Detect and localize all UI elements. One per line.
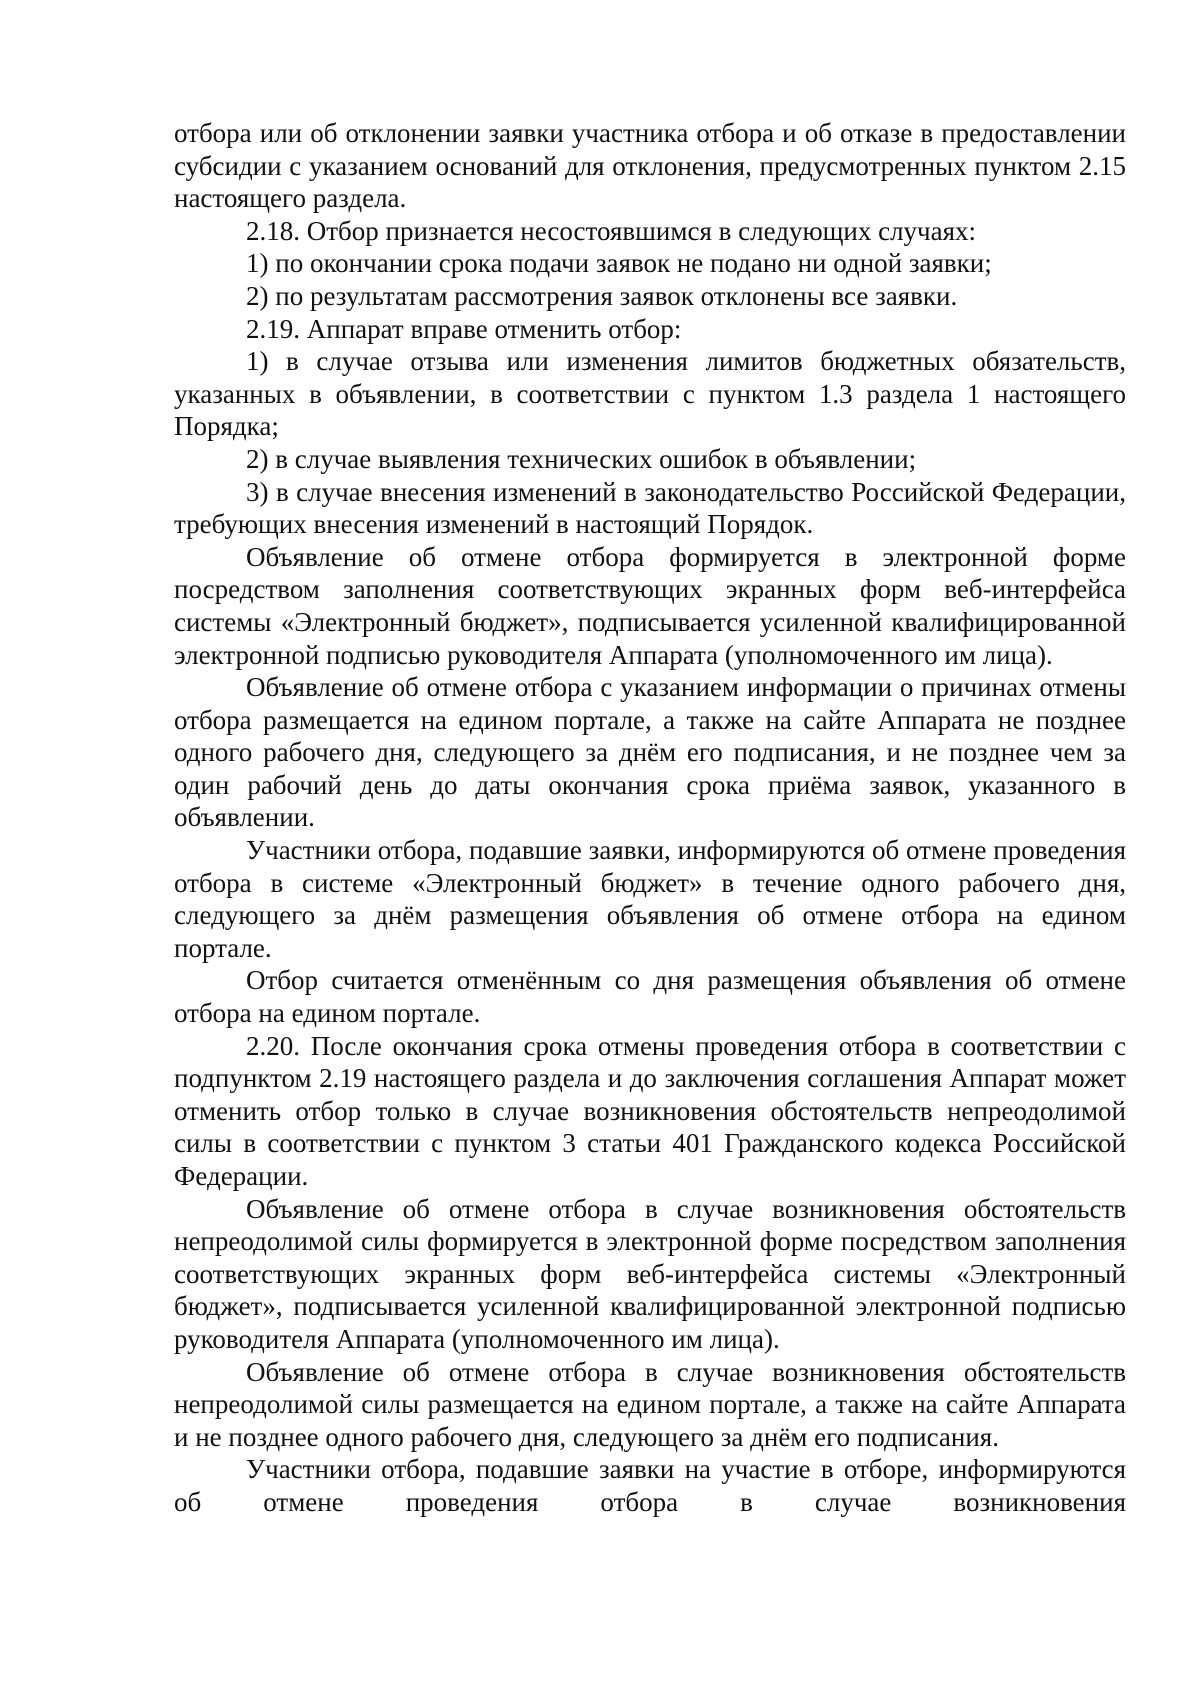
document-page — [174, 117, 1126, 1519]
paragraph-2-18: 2.18. Отбор признается несостоявшимся в следующих случаях: — [246, 215, 977, 246]
paragraph-rejection-continuation: отбора или об отклонении заявки участника отбора и об отказе в предоставлении субсидии с указанием оснований для отклонения, предусмотренных пунктом 2.15 настоящего раздела. — [174, 118, 1126, 214]
paragraph-2-19-item-2: 2) в случае выявления технических ошибок в объявлении; — [246, 443, 917, 474]
paragraph-2-19-item-3: 3) в случае внесения изменений в законодательство Российской Федерации, требующих внесения изменений в настоящий Порядок. — [174, 476, 1126, 540]
paragraph-2-18-item-2: 2) по результатам рассмотрения заявок отклонены все заявки. — [246, 280, 958, 311]
paragraph-force-majeure-publication: Объявление об отмене отбора в случае возникновения обстоятельств непреодолимой силы размещается на едином портале, а также на сайте Аппарата и не позднее одного рабочего дня, следующего за днём его подписания. — [174, 1356, 1126, 1452]
paragraph-2-19-item-1: 1) в случае отзыва или изменения лимитов бюджетных обязательств, указанных в объявлении, в соответствии с пунктом 1.3 раздела 1 настоящего Порядка; — [174, 346, 1126, 442]
paragraph-force-majeure-participants: Участники отбора, подавшие заявки на участие в отборе, информируются об отмене проведения отбора в случае возникновения — [174, 1454, 1126, 1517]
paragraph-2-19: 2.19. Аппарат вправе отменить отбор: — [246, 313, 682, 344]
paragraph-cancel-notice-form: Объявление об отмене отбора формируется в электронной форме посредством заполнения соответствующих экранных форм веб-интерфейса системы «Электронный бюджет», подписывается усиленной квалифицированной электронной подписью руководителя Аппарата (уполномоченного им лица). — [174, 541, 1126, 670]
paragraph-selection-cancelled: Отбор считается отменённым со дня размещения объявления об отмене отбора на едином портале. — [174, 965, 1126, 1029]
paragraph-force-majeure-form: Объявление об отмене отбора в случае возникновения обстоятельств непреодолимой силы формируется в электронной форме посредством заполнения соответствующих экранных форм веб-интерфейса системы «Электронный бюджет», подписывается усиленной квалифицированной электронной подписью руководителя Аппарата (уполномоченного им лица). — [174, 1193, 1126, 1354]
paragraph-participants-informed: Участники отбора, подавшие заявки, информируются об отмене проведения отбора в системе «Электронный бюджет» в течение одного рабочего дня, следующего за днём размещения объявления об отмене отбора на едином портале. — [174, 835, 1126, 963]
paragraph-2-20: 2.20. После окончания срока отмены проведения отбора в соответствии с подпунктом 2.19 настоящего раздела и до заключения соглашения Аппарат может отменить отбор только в случае возникновения обстоятельств непреодолимой силы в соответствии с пунктом 3 статьи 401 Гражданского кодекса Российской Федерации. — [174, 1030, 1126, 1191]
paragraph-2-18-item-1: 1) по окончании срока подачи заявок не подано ни одной заявки; — [246, 248, 992, 279]
paragraph-cancel-notice-publication: Объявление об отмене отбора с указанием информации о причинах отмены отбора размещается на едином портале, а также на сайте Аппарата не позднее одного рабочего дня, следующего за днём его подписания, и не позднее чем за один рабочий день до даты окончания срока приёма заявок, указанного в объявлении. — [174, 672, 1126, 833]
